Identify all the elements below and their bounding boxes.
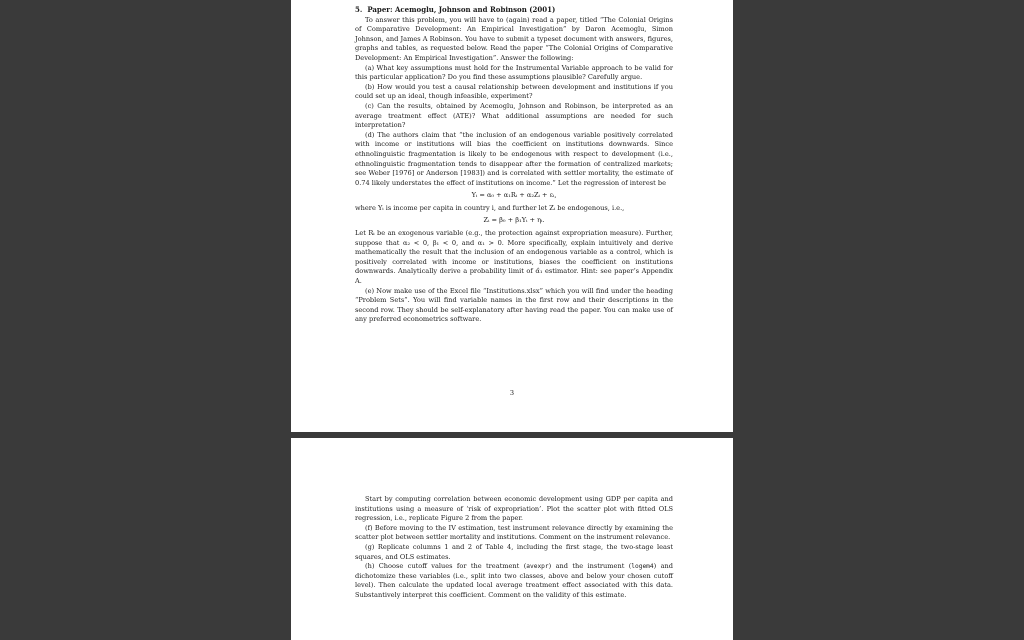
question-h-text-3: ) and dichotomize these variables (i.e., split into two classes, above and below your chosen cutoff level). Then calculate the updated local average treatment effect associated with this data. Substantively interpret this coefficient. Comment on the validity of this estimate. bbox=[355, 562, 673, 599]
section-heading bbox=[355, 5, 673, 15]
question-f: (f) Before moving to the IV estimation, test instrument relevance directly by examining the scatter plot between settler mortality and institutions. Comment on the instrument relevance. bbox=[355, 523, 673, 542]
question-d: (d) The authors claim that “the inclusion of an endogenous variable positively correlated with income or institutions will bias the coefficient on institutions downwards. Since ethnolinguistic fragmentation is likely to be endogenous with respect to development (i.e., ethnolinguistic fragmentation tends to disappear after the formation of centralized markets; see Weber [1976] or Anderson [1983]) and is correlated with settler mortality, the estimate of 0.74 likely understates the effect of institutions on income.” Let the regression of interest be bbox=[355, 130, 673, 187]
code-instrument: logem4 bbox=[631, 563, 654, 571]
question-h-text-1: (h) Choose cutoff values for the treatment ( bbox=[365, 562, 527, 571]
code-treatment: avexpr bbox=[526, 563, 549, 571]
question-h bbox=[355, 562, 673, 600]
document-page-1 bbox=[291, 0, 733, 432]
correlation-paragraph: Start by computing correlation between economic development using GDP per capita and institutions using a measure of ‘risk of expropriation’. Plot the scatter plot with fitted OLS regression, i.e., replicate Figure 2 from the paper. bbox=[355, 495, 673, 523]
question-d-continued: Let Rᵢ be an exogenous variable (e.g., the protection against expropriation measure). Further, suppose that α₂ < 0, β₁ < 0, and α₁ > 0. More specifically, explain intuitively and derive mathematically the result that the inclusion of an endogenous variable as a control, which is positively correlated with income or institutions, biases the coefficient on institutions downwards. Analytically derive a probability limit of α̂₁ estimator. Hint: see paper’s Appendix A. bbox=[355, 229, 673, 286]
where-text: where Yᵢ is income per capita in country i, and further let Zᵢ be endogenous, i.e., bbox=[355, 203, 625, 212]
question-c: (c) Can the results, obtained by Acemoglu, Johnson and Robinson, be interpreted as an average treatment effect (ATE)? What additional assumptions are needed for such interpretation? bbox=[355, 101, 673, 130]
question-g: (g) Replicate columns 1 and 2 of Table 4, including the first stage, the two-stage least squares, and OLS estimates. bbox=[355, 542, 673, 561]
document-page-2 bbox=[291, 438, 733, 640]
endogenous-equation: Zᵢ = β₀ + β₁Yᵢ + ηᵢ. bbox=[483, 216, 545, 225]
question-h-text-2: ) and the instrument ( bbox=[548, 562, 632, 571]
question-e: (e) Now make use of the Excel file “Institutions.xlsx” which you will find under the heading “Problem Sets”. You will find variable names in the first row and their descriptions in the second row. They should be self-explanatory after having read the paper. You can make use of any preferred econometrics software. bbox=[355, 286, 673, 324]
question-a: (a) What key assumptions must hold for the Instrumental Variable approach to be valid for this particular application? Do you find these assumptions plausible? Carefully argue. bbox=[355, 63, 673, 82]
section-number: 5. bbox=[355, 5, 363, 14]
regression-equation: Yᵢ = α₀ + α₁Rᵢ + α₂Zᵢ + εᵢ, bbox=[471, 191, 557, 200]
page-number: 3 bbox=[509, 389, 515, 397]
question-b: (b) How would you test a causal relationship between development and institutions if you could set up an ideal, though infeasible, experiment? bbox=[355, 82, 673, 101]
intro-paragraph: To answer this problem, you will have to (again) read a paper, titled “The Colonial Origins of Comparative Development: An Empirical Investigation” by Daron Acemoglu, Simon Johnson, and James A Robinson. You have to submit a typeset document with answers, figures, graphs and tables, as requested below. Read the paper “The Colonial Origins of Comparative Development: An Empirical Investigation”. Answer the following: bbox=[355, 15, 673, 62]
section-title: Paper: Acemoglu, Johnson and Robinson (2001) bbox=[367, 5, 556, 14]
page-1-content bbox=[355, 5, 673, 325]
page-2-content bbox=[355, 495, 673, 601]
